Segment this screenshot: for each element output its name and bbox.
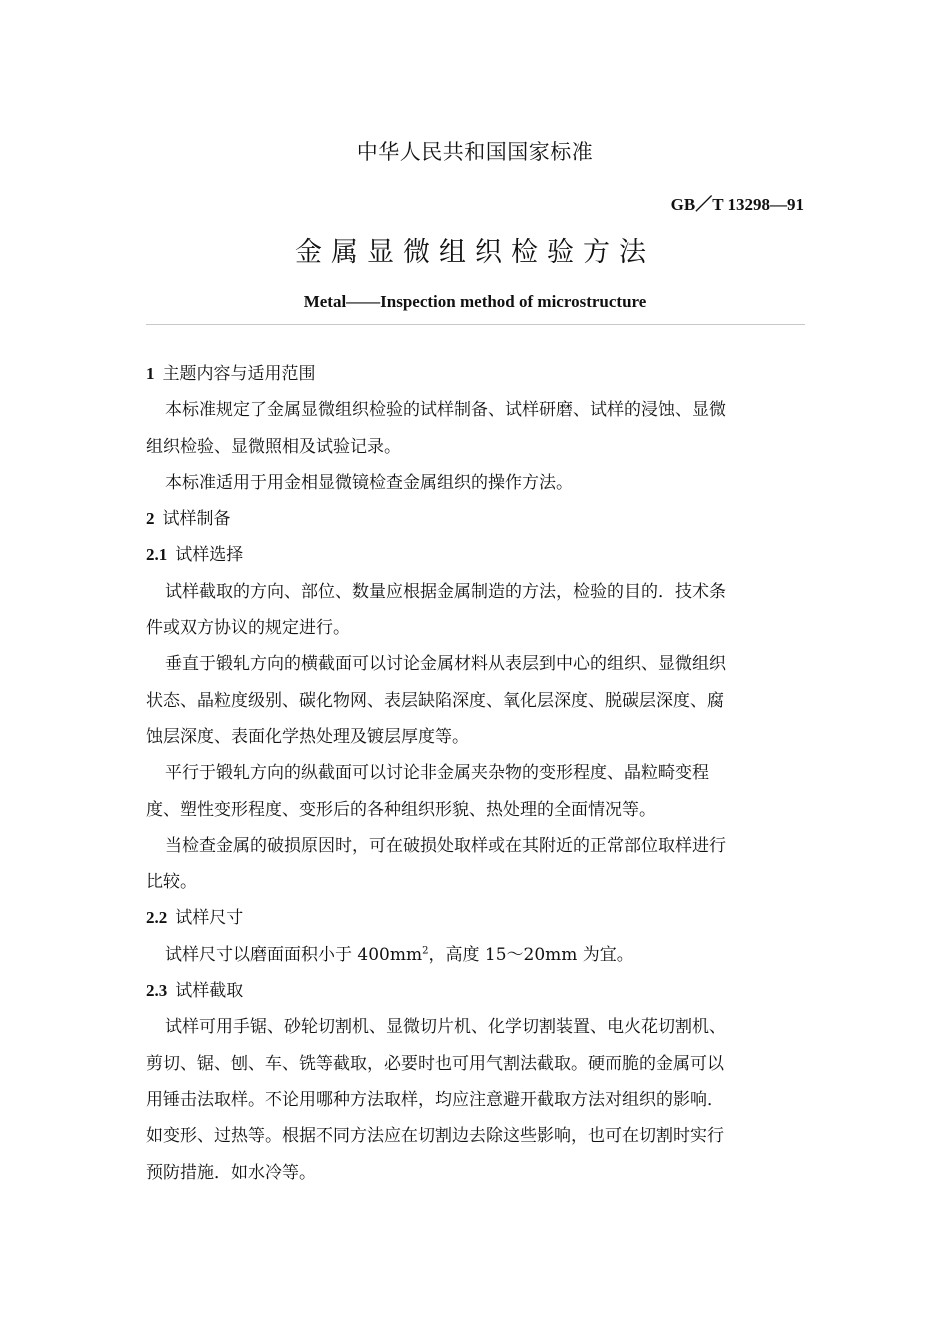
paragraph-line: 状态、晶粒度级别、碳化物网、表层缺陷深度、氧化层深度、脱碳层深度、腐 (146, 690, 724, 711)
paragraph-line: 试样截取的方向、部位、数量应根据金属制造的方法，检验的目的．技术条 (165, 581, 726, 602)
section-heading-1: 1 主题内容与适用范围 (146, 364, 316, 384)
paragraph-line: 本标准适用于用金相显微镜检查金属组织的操作方法。 (165, 472, 573, 493)
section-heading-2-1: 2.1 试样选择 (146, 545, 244, 566)
paragraph-line: 比较。 (146, 872, 197, 893)
paragraph-line: 度、塑性变形程度、变形后的各种组织形貌、热处理的全面情况等。 (146, 799, 656, 820)
standard-number: GB／T 13298—91 (670, 195, 804, 214)
paragraph-line: 垂直于锻轧方向的横截面可以讨论金属材料从表层到中心的组织、显微组织 (165, 654, 726, 675)
paragraph-line: 剪切、锯、刨、车、铣等截取，必要时也可用气割法截取。硬而脆的金属可以 (146, 1053, 724, 1074)
paragraph-line: 组织检验、显微照相及试验记录。 (146, 436, 401, 457)
paragraph-line: 件或双方协议的规定进行。 (146, 618, 350, 639)
section-heading-2-3: 2.3 试样截取 (146, 981, 244, 1002)
paragraph-line: 平行于锻轧方向的纵截面可以讨论非金属夹杂物的变形程度、晶粒畸变程 (165, 763, 709, 784)
document-title-english: Metal——Inspection method of microstructure (303, 292, 647, 311)
national-standard-header: 中华人民共和国国家标准 (356, 140, 594, 164)
paragraph-line: 试样可用手锯、砂轮切割机、显微切片机、化学切割装置、电火花切割机、 (165, 1017, 726, 1038)
paragraph-line: 用锤击法取样。不论用哪种方法取样，均应注意避开截取方法对组织的影响． (146, 1089, 724, 1110)
paragraph-line: 如变形、过热等。根据不同方法应在切割边去除这些影响，也可在切割时实行 (146, 1126, 724, 1147)
section-heading-2-2: 2.2 试样尺寸 (146, 908, 244, 929)
paragraph-line: 蚀层深度、表面化学热处理及镀层厚度等。 (146, 726, 469, 747)
paragraph-line: 预防措施．如水冷等。 (146, 1162, 316, 1183)
document-title-chinese: 金属显微组织检验方法 (295, 237, 655, 268)
section-heading-2: 2 试样制备 (146, 509, 231, 530)
paragraph-line: 当检查金属的破损原因时，可在破损处取样或在其附近的正常部位取样进行 (165, 835, 726, 856)
title-divider (146, 324, 805, 325)
paragraph-line: 试样尺寸以磨面面积小于 $400mm^2$，高度 15～20mm 为宜。 (165, 944, 634, 965)
paragraph-line: 本标准规定了金属显微组织检验的试样制备、试样研磨、试样的浸蚀、显微 (165, 400, 726, 421)
document-body (146, 356, 805, 1191)
